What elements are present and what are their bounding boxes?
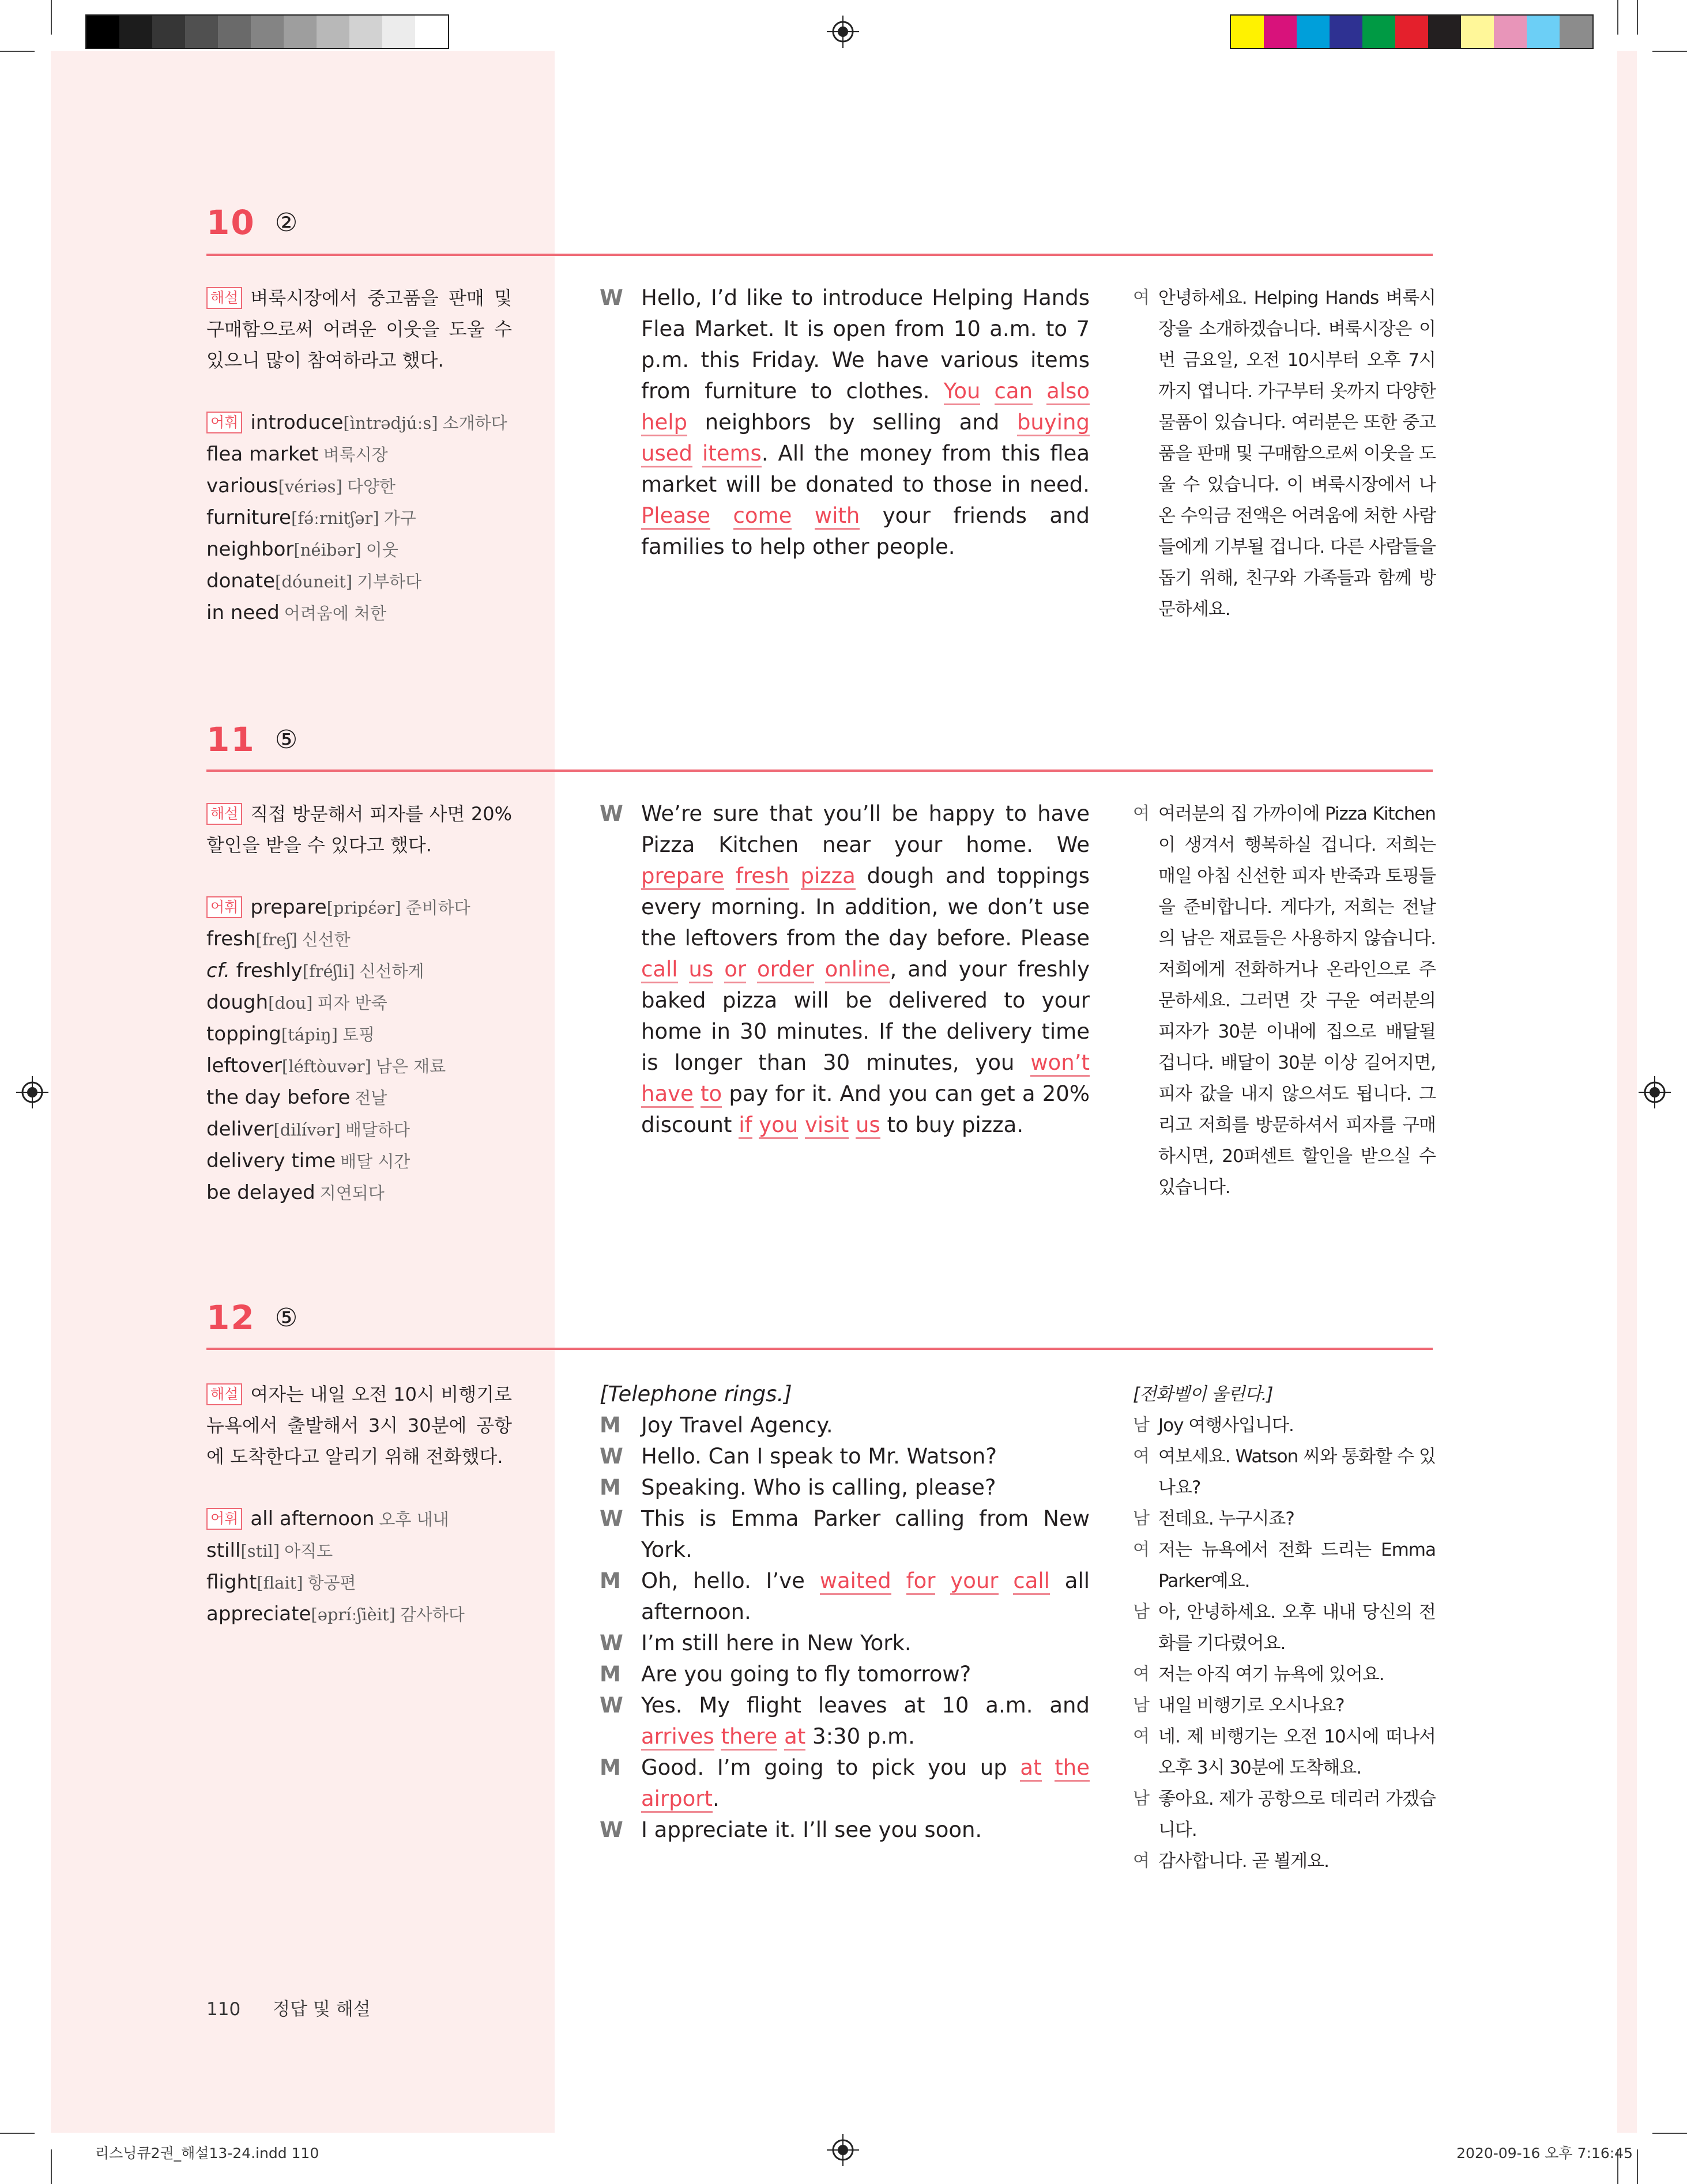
- crop-mark: [51, 2149, 52, 2184]
- question-12-notes: [206, 1379, 512, 1630]
- color-swatch: [1428, 16, 1461, 48]
- answer-blank: us: [856, 1112, 880, 1139]
- answer-blank: call: [641, 957, 678, 983]
- script-line: [600, 282, 1090, 563]
- vocab-word: introduce: [250, 411, 344, 434]
- color-swatch: [1461, 16, 1494, 48]
- translation-line: [1133, 282, 1436, 625]
- vocab-word: fresh: [206, 927, 256, 950]
- vocab-word: dough: [206, 991, 269, 1014]
- speaker-label: W: [600, 1693, 623, 1718]
- translation-text: 내일 비행기로 오시나요?: [1158, 1695, 1345, 1716]
- dialogue-line: [600, 1815, 1090, 1846]
- translation-text: 좋아요. 제가 공항으로 데리러 가겠습니다.: [1158, 1789, 1436, 1840]
- answer-choice: ②: [274, 208, 298, 237]
- translation-text: 네. 제 비행기는 오전 10시에 떠나서 오후 3시 30분에 도착해요.: [1158, 1726, 1436, 1778]
- crop-mark: [0, 2133, 35, 2134]
- vocab-word: still: [206, 1539, 241, 1562]
- vocab-meaning: 준비하다: [405, 898, 470, 918]
- dialogue-line: [600, 1441, 1090, 1472]
- question-12-heading: [206, 1298, 298, 1337]
- translation-text: 안녕하세요. Helping Hands 벼룩시장을 소개하겠습니다. 벼룩시장은 이번 금요일, 오전 10시부터 오후 7시까지 엽니다. 가구부터 옷까지 다양한 물품이 있습니다. 여러분은 또한 중고품을 판매 및 구매함으로써 이웃을 도울 수 있습니다. 이 벼룩시장에서 나온 수익금 전액은 어려움에 처한 사람들에게 기부될 겁니다. 다른 사람들을 돕기 위해, 친구와 가족들과 함께 방문하세요.: [1158, 288, 1436, 620]
- dialogue-text: Yes. My flight leaves at 10 a.m. and arrives there at 3:30 p.m.: [641, 1690, 1090, 1752]
- vocab-item: [206, 597, 512, 629]
- speaker-label: W: [600, 1506, 623, 1531]
- vocab-word: cf. freshly: [206, 959, 303, 982]
- vocab-phonetic: [əpríːʃièit]: [311, 1605, 396, 1624]
- translation-text: 전데요. 누구시죠?: [1158, 1508, 1294, 1529]
- answer-blank: won’t: [1030, 1050, 1090, 1077]
- crop-mark: [51, 0, 52, 35]
- question-11-translation: [1133, 798, 1436, 1203]
- vocab-word: various: [206, 474, 278, 497]
- vocab-phonetic: [fə́ːrnitʃər]: [291, 508, 379, 528]
- answer-blank: come: [733, 503, 792, 530]
- vocab-meaning: 지연되다: [319, 1183, 385, 1203]
- speaker-label: 여: [1133, 1726, 1149, 1747]
- vocab-word: in need: [206, 601, 280, 624]
- answer-blank: if: [739, 1112, 752, 1139]
- vocab-phonetic: [ìntrədjúːs]: [343, 413, 438, 433]
- dialogue-text: Joy Travel Agency.: [641, 1413, 833, 1438]
- answer-blank: online: [825, 957, 890, 983]
- answer-blank: for: [906, 1568, 936, 1595]
- question-number: 11: [206, 720, 255, 759]
- color-swatch: [1297, 16, 1330, 48]
- vocab-meaning: 감사하다: [400, 1605, 465, 1624]
- vocab-phonetic: [dou]: [268, 993, 313, 1013]
- dialogue-text: This is Emma Parker calling from New York.: [641, 1506, 1090, 1562]
- footer-label: 정답 및 해설: [273, 1999, 371, 2020]
- vocab-item: [206, 987, 512, 1019]
- vocab-meaning: 오후 내내: [379, 1510, 449, 1529]
- speaker-label: W: [600, 1817, 623, 1842]
- explanation-badge: 해설: [206, 1383, 242, 1405]
- vocab-meaning: 이웃: [366, 540, 398, 560]
- speaker-label: M: [600, 1413, 621, 1438]
- speaker-label: 여: [1133, 1446, 1149, 1466]
- vocab-meaning: 기부하다: [357, 572, 422, 591]
- speaker-label: 남: [1133, 1789, 1149, 1809]
- color-swatch: [119, 16, 152, 48]
- answer-blank: at: [1020, 1755, 1041, 1782]
- dialogue-line: [600, 1472, 1090, 1503]
- vocab-phonetic: [freʃ]: [255, 930, 298, 949]
- color-swatch: [349, 16, 382, 48]
- vocab-item: [206, 470, 512, 502]
- answer-blank: the: [1055, 1755, 1090, 1782]
- color-swatch: [317, 16, 349, 48]
- registration-mark-icon: [16, 1076, 48, 1108]
- speaker-label: 남: [1133, 1415, 1149, 1435]
- process-color-bar: [1230, 14, 1594, 49]
- answer-blank: call: [1013, 1568, 1050, 1595]
- vocab-meaning: 어려움에 처한: [284, 603, 387, 623]
- section-divider: [206, 254, 1433, 256]
- speaker-label: 여: [1133, 288, 1149, 308]
- vocab-item: [206, 1535, 512, 1567]
- color-swatch: [1264, 16, 1297, 48]
- crop-mark: [1617, 0, 1618, 35]
- color-swatch: [415, 16, 448, 48]
- question-10-heading: [206, 203, 298, 242]
- translation-line: [1133, 1441, 1436, 1503]
- vocab-word: all afternoon: [250, 1507, 375, 1530]
- dialogue-text: Speaking. Who is calling, please?: [641, 1475, 996, 1500]
- vocab-phonetic: [stil]: [240, 1541, 280, 1561]
- question-10-script: [600, 282, 1090, 563]
- vocab-item: [206, 1019, 512, 1050]
- explanation: [206, 282, 512, 376]
- vocabulary-list: [206, 1503, 512, 1630]
- vocab-meaning: 신선하게: [359, 961, 424, 981]
- answer-blank: or: [724, 957, 746, 983]
- vocabulary-list: [206, 407, 512, 629]
- translation-text: 여보세요. Watson 씨와 통화할 수 있나요?: [1158, 1446, 1436, 1498]
- script-text: Hello, I’d like to introduce Helping Hands Flea Market. It is open from 10 a.m. to 7 p.m. this Friday. We have various items from furniture to clothes. You can also help neighbors by selling and buying used items. All the money from this flea market will be donated to those in need. Please come with your friends and families to help other people.: [641, 285, 1090, 559]
- dialogue-text: Are you going to fly tomorrow?: [641, 1662, 971, 1687]
- speaker-label: 여: [1133, 804, 1149, 824]
- dialogue-line: [600, 1410, 1090, 1441]
- color-swatch: [218, 16, 251, 48]
- answer-blank: Please: [641, 503, 710, 530]
- vocab-phonetic: [léftòuvər]: [281, 1057, 371, 1076]
- answer-blank: at: [784, 1724, 805, 1751]
- answer-blank: you: [759, 1112, 798, 1139]
- color-swatch: [1560, 16, 1592, 48]
- answer-blank: waited: [820, 1568, 891, 1595]
- vocab-word: deliver: [206, 1118, 274, 1141]
- answer-blank: used: [641, 441, 692, 467]
- speaker-label: 여: [1133, 1664, 1149, 1684]
- file-slug: 리스닝큐2권_해설13-24.indd 110: [95, 2145, 319, 2162]
- vocab-word: topping: [206, 1023, 281, 1046]
- question-11-script: [600, 798, 1090, 1141]
- dialogue-text: I appreciate it. I’ll see you soon.: [641, 1817, 982, 1842]
- vocab-phonetic: [fréʃli]: [302, 961, 355, 981]
- vocab-item: [206, 923, 512, 955]
- color-swatch: [1494, 16, 1527, 48]
- vocab-word: flea market: [206, 443, 319, 466]
- vocab-badge: 어휘: [206, 412, 242, 433]
- section-divider: [206, 1348, 1433, 1350]
- vocab-meaning: 신선한: [302, 930, 351, 949]
- translation-text: 저는 아직 여기 뉴욕에 있어요.: [1158, 1664, 1384, 1685]
- speaker-label: 여: [1133, 1540, 1149, 1560]
- answer-blank: order: [757, 957, 814, 983]
- stage-direction: [전화벨이 울린다.]: [1133, 1384, 1273, 1405]
- cf-marker: cf.: [206, 959, 230, 982]
- dialogue-text: Good. I’m going to pick you up at the airport.: [641, 1752, 1090, 1815]
- page-footer: [206, 1994, 371, 2020]
- vocab-meaning: 아직도: [284, 1541, 333, 1561]
- translation-line: [1133, 1534, 1436, 1597]
- vocab-item: [206, 502, 512, 534]
- registration-mark-icon: [1639, 1076, 1671, 1108]
- dialogue-text: Hello. Can I speak to Mr. Watson?: [641, 1444, 997, 1469]
- translation-text: 아, 안녕하세요. 오후 내내 당신의 전화를 기다렸어요.: [1158, 1602, 1436, 1654]
- speaker-label: M: [600, 1568, 621, 1593]
- dialogue-line: [600, 1503, 1090, 1566]
- vocab-word: the day before: [206, 1086, 351, 1109]
- explanation-text: 벼룩시장에서 중고품을 판매 및 구매함으로써 어려운 이웃을 도울 수 있으니 많이 참여하라고 했다.: [206, 287, 512, 371]
- speaker-label: W: [600, 1631, 623, 1655]
- vocab-item: [206, 1114, 512, 1145]
- registration-mark-icon: [827, 16, 859, 48]
- color-swatch: [185, 16, 218, 48]
- vocab-badge: 어휘: [206, 896, 242, 918]
- registration-mark-icon: [827, 2134, 859, 2166]
- question-number: 10: [206, 203, 255, 242]
- answer-blank: us: [689, 957, 714, 983]
- color-swatch: [251, 16, 284, 48]
- vocab-word: prepare: [250, 896, 327, 919]
- speaker-label: 남: [1133, 1602, 1149, 1622]
- question-11-heading: [206, 720, 298, 759]
- explanation-badge: 해설: [206, 803, 242, 825]
- speaker-label: M: [600, 1662, 621, 1687]
- question-12-script: [600, 1379, 1090, 1846]
- translation-line: [1133, 1721, 1436, 1783]
- dialogue-line: [600, 1566, 1090, 1628]
- color-swatch: [284, 16, 317, 48]
- vocab-meaning: 피자 반죽: [317, 993, 387, 1013]
- answer-blank: your: [950, 1568, 998, 1595]
- vocab-word: delivery time: [206, 1149, 336, 1172]
- speaker-label: W: [600, 801, 623, 826]
- vocab-word: appreciate: [206, 1602, 311, 1625]
- color-swatch: [86, 16, 119, 48]
- grayscale-color-bar: [85, 14, 449, 49]
- crop-mark: [0, 51, 35, 52]
- question-11-notes: [206, 798, 512, 1209]
- answer-blank: can: [995, 379, 1033, 405]
- speaker-label: 남: [1133, 1508, 1149, 1529]
- translation-text: 감사합니다. 곧 뵐게요.: [1158, 1851, 1329, 1872]
- vocab-item: [206, 407, 512, 439]
- vocab-phonetic: [vériəs]: [278, 477, 342, 496]
- answer-blank: pizza: [801, 863, 856, 890]
- vocab-item: [206, 1050, 512, 1082]
- vocab-item: [206, 955, 512, 987]
- translation-line: [1133, 1783, 1436, 1846]
- dialogue-text: Oh, hello. I’ve waited for your call all afternoon.: [641, 1568, 1090, 1624]
- translation-text: 여러분의 집 가까이에 Pizza Kitchen이 생겨서 행복하실 겁니다. 저희는 매일 아침 신선한 피자 반죽과 토핑들을 준비합니다. 게다가, 저희는 전날의 남은 재료들은 사용하지 않습니다. 저희에게 전화하거나 온라인으로 주문하세요. 그러면 갓 구운 여러분의 피자가 30분 이내에 집으로 배달될 겁니다. 배달이 30분 이상 길어지면, 피자 값을 내지 않으셔도 됩니다. 그리고 저희를 방문하셔서 피자를 구매하시면, 20퍼센트 할인을 받으실 수 있습니다.: [1158, 804, 1436, 1198]
- dialogue-line: [600, 1628, 1090, 1659]
- color-swatch: [1330, 16, 1362, 48]
- answer-blank: help: [641, 410, 687, 436]
- vocab-item: [206, 534, 512, 565]
- section-divider: [206, 770, 1433, 772]
- explanation-text: 여자는 내일 오전 10시 비행기로 뉴욕에서 출발해서 3시 30분에 공항에 도착한다고 알리기 위해 전화했다.: [206, 1383, 512, 1468]
- speaker-label: M: [600, 1475, 621, 1500]
- stage-direction: [Telephone rings.]: [600, 1382, 792, 1406]
- vocab-word: donate: [206, 569, 276, 593]
- vocab-word: be delayed: [206, 1181, 315, 1204]
- speaker-label: W: [600, 285, 623, 310]
- color-swatch: [1231, 16, 1264, 48]
- vocab-meaning: 소개하다: [442, 413, 507, 433]
- right-margin-strip: [1617, 51, 1637, 2133]
- translated-dialogue: [1133, 1410, 1436, 1877]
- speaker-label: 남: [1133, 1695, 1149, 1715]
- dialogue: [600, 1410, 1090, 1846]
- page-number: 110: [206, 1999, 241, 2020]
- vocab-meaning: 남은 재료: [375, 1057, 446, 1076]
- vocab-meaning: 배달하다: [345, 1120, 410, 1140]
- vocab-word: leftover: [206, 1054, 282, 1077]
- vocab-meaning: 벼룩시장: [323, 445, 388, 465]
- dialogue-line: [600, 1690, 1090, 1752]
- crop-mark: [1652, 2133, 1687, 2134]
- answer-blank: You: [944, 379, 981, 405]
- translation-line: [1133, 1410, 1436, 1441]
- date-slug: 2020-09-16 오후 7:16:45: [1456, 2145, 1633, 2162]
- answer-choice: ⑤: [274, 1303, 298, 1333]
- translation-line: [1133, 1597, 1436, 1659]
- translation-text: Joy 여행사입니다.: [1158, 1415, 1294, 1436]
- vocab-meaning: 토핑: [342, 1025, 375, 1044]
- vocab-meaning: 다양한: [347, 477, 396, 496]
- question-10-notes: [206, 282, 512, 629]
- vocab-phonetic: [dóuneit]: [275, 572, 353, 591]
- explanation: [206, 798, 512, 861]
- vocab-item: [206, 1145, 512, 1177]
- dialogue-line: [600, 1659, 1090, 1690]
- explanation-text: 직접 방문해서 피자를 사면 20% 할인을 받을 수 있다고 했다.: [206, 803, 512, 856]
- vocab-phonetic: [dilívər]: [273, 1120, 341, 1140]
- answer-blank: prepare: [641, 863, 724, 890]
- answer-blank: also: [1046, 379, 1090, 405]
- question-12-translation: [1133, 1379, 1436, 1877]
- answer-blank: fresh: [736, 863, 789, 890]
- vocab-word: neighbor: [206, 538, 294, 561]
- vocab-word: flight: [206, 1571, 257, 1594]
- vocab-phonetic: [pripέər]: [326, 898, 401, 918]
- speaker-label: W: [600, 1444, 623, 1469]
- vocab-meaning: 전날: [355, 1088, 387, 1108]
- vocab-item: [206, 439, 512, 470]
- translation-line: [1133, 1659, 1436, 1690]
- translation-line: [1133, 798, 1436, 1203]
- answer-blank: visit: [805, 1112, 849, 1139]
- answer-blank: there: [721, 1724, 777, 1751]
- question-10-translation: [1133, 282, 1436, 625]
- vocabulary-list: [206, 892, 512, 1209]
- vocab-phonetic: [tápiŋ]: [281, 1025, 338, 1044]
- vocab-phonetic: [flait]: [257, 1573, 303, 1593]
- answer-choice: ⑤: [274, 725, 298, 755]
- crop-mark: [1637, 2149, 1638, 2184]
- vocab-meaning: 항공편: [307, 1573, 356, 1593]
- answer-blank: buying: [1017, 410, 1090, 436]
- answer-blank: arrives: [641, 1724, 714, 1751]
- vocab-word: furniture: [206, 506, 291, 529]
- answer-blank: to: [701, 1081, 722, 1108]
- vocab-meaning: 가구: [383, 508, 416, 528]
- color-swatch: [1395, 16, 1428, 48]
- explanation: [206, 1379, 512, 1472]
- answer-blank: have: [641, 1081, 694, 1108]
- vocab-item: [206, 1177, 512, 1209]
- color-swatch: [1527, 16, 1560, 48]
- dialogue-line: [600, 1752, 1090, 1815]
- vocab-item: [206, 1082, 512, 1114]
- script-line: [600, 798, 1090, 1141]
- crop-mark: [1637, 0, 1638, 35]
- answer-blank: airport: [641, 1786, 713, 1813]
- script-text: We’re sure that you’ll be happy to have Pizza Kitchen near your home. We prepare fresh pizza dough and toppings every morning. In addition, we don’t use the leftovers from the day before. Please call us or order online, and your freshly baked pizza will be delivered to your home in 30 minutes. If the delivery time is longer than 30 minutes, you won’t have to pay for it. And you can get a 20% discount if you visit us to buy pizza.: [641, 798, 1090, 1141]
- vocab-item: [206, 1567, 512, 1598]
- vocab-item: [206, 1598, 512, 1630]
- vocab-phonetic: [néibər]: [293, 540, 362, 560]
- answer-blank: items: [702, 441, 762, 467]
- translation-line: [1133, 1846, 1436, 1877]
- vocab-item: [206, 565, 512, 597]
- speaker-label: 여: [1133, 1851, 1149, 1871]
- translation-text: 저는 뉴욕에서 전화 드리는 Emma Parker예요.: [1158, 1540, 1436, 1591]
- answer-blank: with: [815, 503, 860, 530]
- color-swatch: [1362, 16, 1395, 48]
- speaker-label: M: [600, 1755, 621, 1780]
- vocab-item: [206, 1503, 512, 1535]
- translation-line: [1133, 1503, 1436, 1534]
- dialogue-text: I’m still here in New York.: [641, 1631, 912, 1655]
- explanation-badge: 해설: [206, 287, 242, 309]
- crop-mark: [1652, 51, 1687, 52]
- vocab-badge: 어휘: [206, 1508, 242, 1530]
- vocab-meaning: 배달 시간: [340, 1152, 411, 1171]
- vocab-item: [206, 892, 512, 923]
- translation-line: [1133, 1690, 1436, 1721]
- question-number: 12: [206, 1298, 255, 1337]
- color-swatch: [152, 16, 185, 48]
- color-swatch: [382, 16, 415, 48]
